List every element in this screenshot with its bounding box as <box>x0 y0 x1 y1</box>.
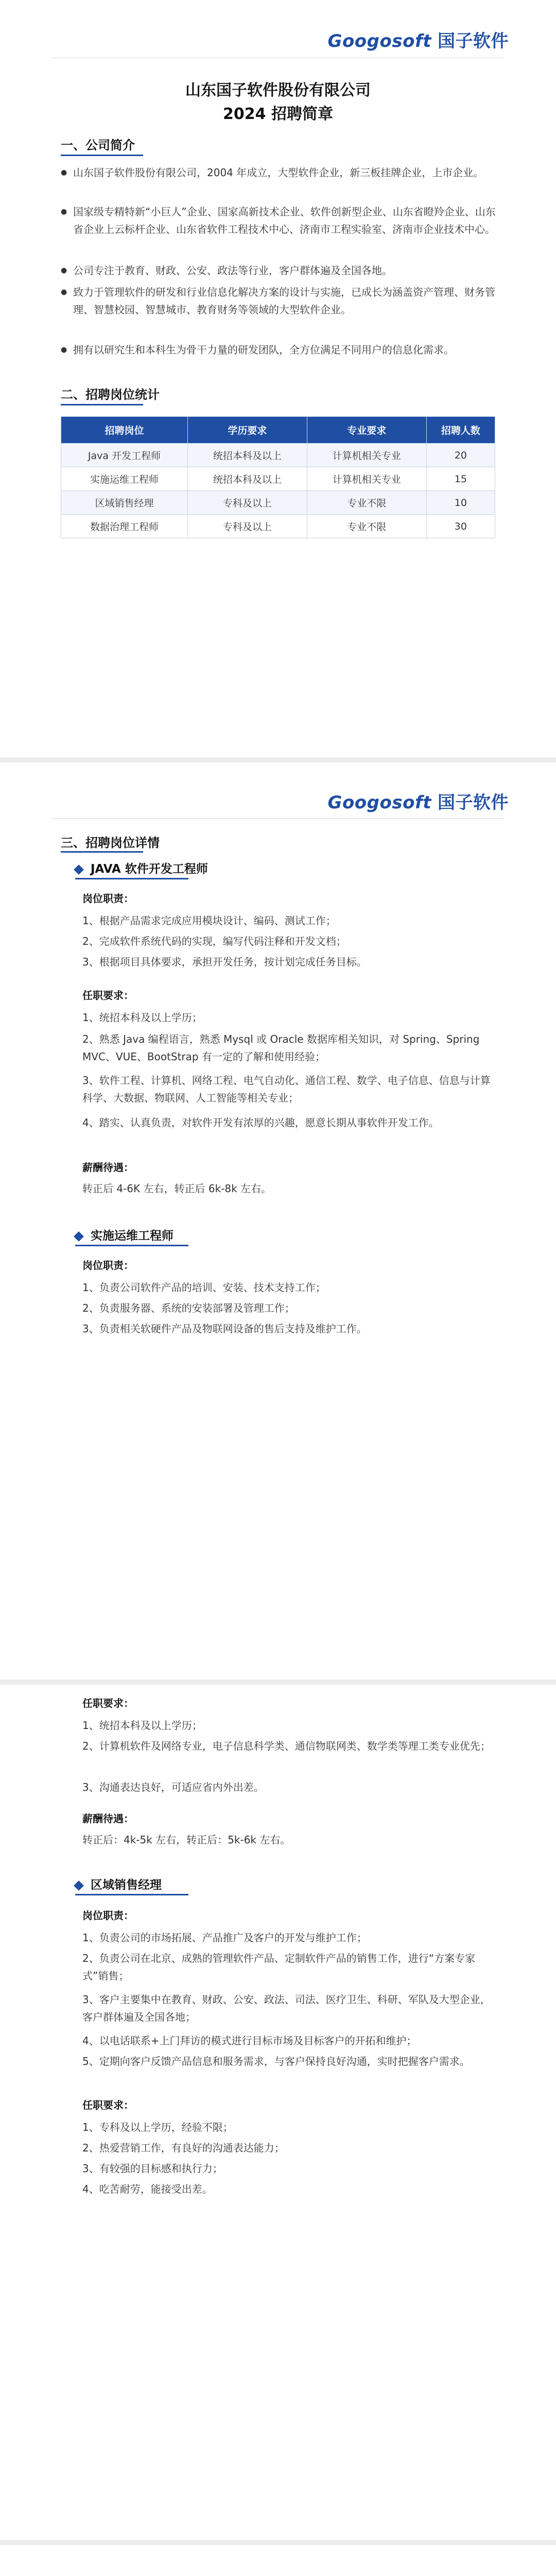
list-item: 5、定期向客户反馈产品信息和服务需求，与客户保持良好沟通，实时把握客户需求。 <box>82 2055 470 2067</box>
list-item: 3、客户主要集中在教育、财政、公安、政法、司法、医疗卫生、科研、军队及大型企业，客户群体遍及全国各地； <box>82 1993 491 2023</box>
paragraph: ● 山东国子软件股份有限公司，2004 年成立，大型软件企业，新三板挂牌企业，上市企业。 <box>61 164 503 181</box>
list-item: 3、负责相关软硬件产品及物联网设备的售后支持及维护工作。 <box>82 1323 367 1335</box>
table-header: 招聘人数 <box>426 417 495 444</box>
table-cell: 计算机相关专业 <box>307 467 426 491</box>
job-underline <box>75 1245 188 1246</box>
list-item: 3、软件工程、计算机、网络工程、电气自动化、通信工程、数学、电子信息、信息与计算科学、大数据、物联网、人工智能等相关专业； <box>82 1074 491 1104</box>
list-item: 2、完成软件系统代码的实现，编写代码注释和开发文档； <box>82 935 346 947</box>
table-cell: 实施运维工程师 <box>61 467 188 491</box>
table-cell: 10 <box>426 491 495 515</box>
table-cell: 30 <box>426 515 495 538</box>
page-title: 山东国子软件股份有限公司 <box>185 81 371 99</box>
table-cell: 计算机相关专业 <box>307 444 426 467</box>
list-item: 1、统招本科及以上学历； <box>82 1011 202 1024</box>
job-underline <box>75 878 188 879</box>
table-header: 专业要求 <box>307 417 426 444</box>
page-2 <box>0 762 556 1680</box>
table-row <box>61 444 495 467</box>
diamond-icon <box>74 1231 84 1242</box>
list-item: 4、以电话联系+上门拜访的模式进行目标市场及目标客户的开拓和维护； <box>82 2035 417 2047</box>
brand-logo: Googosoft 国子软件 <box>327 792 509 813</box>
paragraph: ● 拥有以研究生和本科生为骨干力量的研发团队，全方位满足不同用户的信息化需求。 <box>61 341 503 359</box>
list-item: 3、根据项目具体要求，承担开发任务，按计划完成任务目标。 <box>82 956 367 968</box>
table-row <box>61 491 495 515</box>
section-underline <box>61 404 143 405</box>
duty-label: 岗位职责： <box>82 1909 134 1922</box>
list-item: 2、计算机软件及网络专业，电子信息科学类、通信物联网类、数学类等理工类专业优先； <box>82 1740 491 1752</box>
table-row <box>61 515 495 538</box>
duty-label: 岗位职责： <box>82 892 134 905</box>
list-item: 2、负责公司在北京、成熟的管理软件产品、定制软件产品的销售工作，进行“方案专家式”销售； <box>82 1952 476 1982</box>
brand-logo: Googosoft 国子软件 <box>327 31 509 52</box>
list-item: 2、负责服务器、系统的安装部署及管理工作； <box>82 1302 295 1314</box>
section-heading: 一、公司简介 <box>61 138 135 152</box>
paragraph: ● 致力于管理软件的研发和行业信息化解决方案的设计与实施，已成长为涵盖资产管理、财务管理、智慧校园、智慧城市、教育财务等领域的大型软件企业。 <box>61 283 503 318</box>
table-cell: 专科及以上 <box>188 515 307 538</box>
paragraph: ● 公司专注于教育、财政、公安、政法等行业，客户群体遍及全国各地。 <box>61 262 503 279</box>
list-item: 4、踏实、认真负责，对软件开发有浓厚的兴趣，愿意长期从事软件开发工作。 <box>82 1116 439 1129</box>
table-cell: 15 <box>426 467 495 491</box>
job-underline <box>75 1894 188 1895</box>
list-item: 2、热爱营销工作，有良好的沟通表达能力； <box>82 2142 285 2154</box>
requirement-label: 任职要求： <box>82 2099 134 2111</box>
salary-label: 薪酬待遇： <box>82 1161 134 1174</box>
divider <box>51 818 505 819</box>
section-underline <box>61 851 143 853</box>
table-row <box>61 467 495 491</box>
table-cell: 专科及以上 <box>188 491 307 515</box>
table-cell: 20 <box>426 444 495 467</box>
list-item: 1、统招本科及以上学历； <box>82 1719 202 1732</box>
page-3 <box>0 1685 556 2540</box>
page-4 <box>0 2545 556 2576</box>
table-cell: 专业不限 <box>307 515 426 538</box>
salary-label: 薪酬待遇： <box>82 1812 134 1825</box>
paragraph: ● 国家级专精特新“小巨人”企业、国家高新技术企业、软件创新型企业、山东省瞪羚企业、山东省企业上云标杆企业、山东省软件工程技术中心、济南市工程实验室、济南市企业技术中心。 <box>61 203 503 238</box>
list-item: 1、根据产品需求完成应用模块设计、编码、测试工作； <box>82 914 336 927</box>
page-separator <box>0 757 556 762</box>
list-item: 1、专科及以上学历，经验不限； <box>82 2121 233 2133</box>
list-item: 1、负责公司软件产品的培训、安装、技术支持工作； <box>82 1281 326 1294</box>
list-item: 3、沟通表达良好，可适应省内外出差。 <box>82 1781 264 1793</box>
requirement-label: 任职要求： <box>82 989 134 1002</box>
table-cell: 数据治理工程师 <box>61 515 188 538</box>
job-title: JAVA 软件开发工程师 <box>75 859 208 876</box>
table-header: 招聘岗位 <box>61 417 188 444</box>
list-item: 1、负责公司的市场拓展、产品推广及客户的开发与维护工作； <box>82 1931 367 1944</box>
table-header: 学历要求 <box>188 417 307 444</box>
salary-text: 转正后：4k-5k 左右，转正后：5k-6k 左右。 <box>82 1834 291 1846</box>
list-item: 2、熟悉 Java 编程语言，熟悉 Mysql 或 Oracle 数据库相关知识，对 Spring、Spring MVC、VUE、BootStrap 有一定的了解和使用经验； <box>82 1033 480 1063</box>
section-heading: 三、招聘岗位详情 <box>61 836 160 850</box>
job-title: 区域销售经理 <box>75 1875 162 1892</box>
diamond-icon <box>74 865 84 875</box>
diamond-icon <box>74 1880 84 1891</box>
list-item: 4、吃苦耐劳，能接受出差。 <box>82 2183 213 2195</box>
job-title: 实施运维工程师 <box>75 1226 173 1243</box>
list-item: 3、有较强的目标感和执行力； <box>82 2162 223 2175</box>
duty-label: 岗位职责： <box>82 1259 134 1272</box>
section-underline <box>61 155 143 156</box>
salary-text: 转正后 4-6K 左右，转正后 6k-8k 左右。 <box>82 1182 272 1195</box>
page-separator <box>0 2540 556 2545</box>
table-cell: Java 开发工程师 <box>61 444 188 467</box>
page-1 <box>0 0 556 757</box>
table-header-row <box>61 417 495 444</box>
section-heading: 二、招聘岗位统计 <box>61 387 160 402</box>
jobs-table <box>61 416 495 538</box>
page-subtitle: 2024 招聘简章 <box>223 105 333 123</box>
table-cell: 统招本科及以上 <box>188 467 307 491</box>
table-cell: 区域销售经理 <box>61 491 188 515</box>
page-separator <box>0 1680 556 1685</box>
table-cell: 统招本科及以上 <box>188 444 307 467</box>
requirement-label: 任职要求： <box>82 1697 134 1709</box>
table-cell: 专业不限 <box>307 491 426 515</box>
